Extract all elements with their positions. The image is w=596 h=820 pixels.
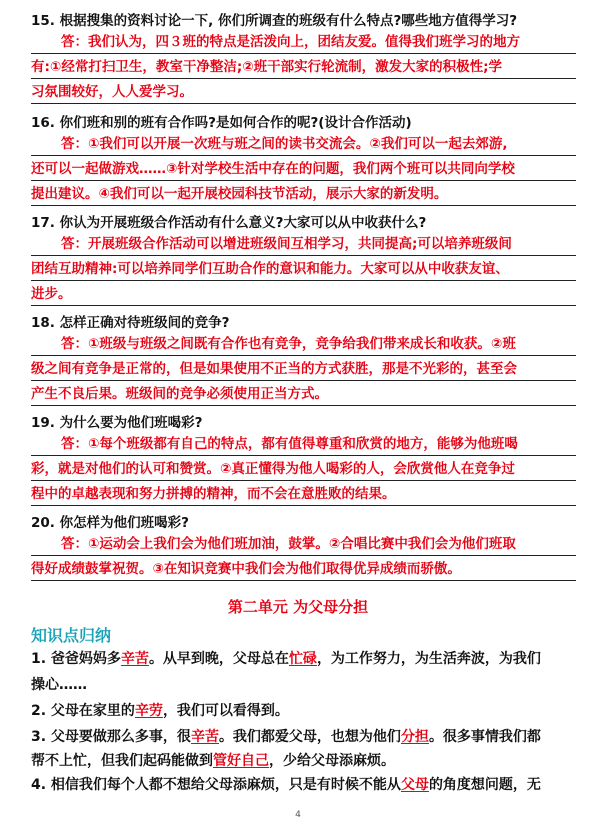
answer-19-line-1: 答：①每个班级都有自己的特点，都有值得尊重和欣赏的地方，能够为他班喝 (31, 436, 576, 456)
fill-blank: 分担 (400, 729, 429, 745)
question-17: 17. 你认为开展班级合作活动有什么意义?大家可以从中收获什么? (31, 215, 427, 231)
answer-19-line-3: 程中的卓越表现和努力拼搏的精神，而不会在意胜败的结果。 (31, 486, 576, 506)
answer-18-line-1: 答：①班级与班级之间既有合作也有竞争，竞争给我们带来成长和收获。②班 (31, 336, 576, 356)
page-number: 4 (295, 810, 301, 820)
answer-15-line-3: 习氛围较好，人人爱学习。 (31, 84, 576, 104)
question-19: 19. 为什么要为他们班喝彩? (31, 415, 203, 431)
answer-15-line-1: 答：我们认为，四３班的特点是活泼向上，团结友爱。值得我们班学习的地方 (31, 34, 576, 54)
answer-18-line-2: 级之间有竞争是正常的，但是如果使用不正当的方式获胜，那是不光彩的，甚至会 (31, 361, 576, 381)
knowledge-point-1: 1. 爸爸妈妈多辛苦。从早到晚，父母总在忙碌，为工作努力，为生活奔波，为我们 (31, 651, 541, 667)
answer-16-line-2: 还可以一起做游戏……③针对学校生活中存在的问题，我们两个班可以共同向学校 (31, 161, 576, 181)
question-15: 15. 根据搜集的资料讨论一下, 你们所调查的班级有什么特点?哪些地方值得学习? (31, 13, 518, 29)
answer-16-line-1: 答：①我们可以开展一次班与班之间的读书交流会。②我们可以一起去郊游, (31, 136, 576, 156)
unit-title: 第二单元 为父母分担 (227, 598, 369, 616)
knowledge-point-3-cont: 帮不上忙，但我们起码能做到管好自己，少给父母添麻烦。 (31, 753, 395, 769)
question-18: 18. 怎样正确对待班级间的竞争? (31, 315, 230, 331)
answer-15-line-2: 有:①经常打扫卫生，教室干净整洁;②班干部实行轮流制，激发大家的积极性;学 (31, 59, 576, 79)
fill-blank: 辛苦 (120, 651, 149, 667)
answer-20-line-2: 得好成绩鼓掌祝贺。③在知识竞赛中我们会为他们取得优异成绩而骄傲。 (31, 561, 576, 581)
answer-19-line-2: 彩，就是对他们的认可和赞赏。②真正懂得为他人喝彩的人，会欣赏他人在竞争过 (31, 461, 576, 481)
answer-17-line-2: 团结互助精神:可以培养同学们互助合作的意识和能力。大家可以从中收获友谊、 (31, 261, 576, 281)
answer-17-line-1: 答：开展班级合作活动可以增进班级间互相学习，共同提高;可以培养班级间 (31, 236, 576, 256)
fill-blank: 管好自己 (213, 753, 269, 769)
knowledge-point-3: 3. 父母要做那么多事，很辛苦。我们都爱父母，也想为他们分担。很多事情我们都 (31, 729, 541, 745)
fill-blank: 辛苦 (190, 729, 219, 745)
question-16: 16. 你们班和别的班有合作吗?是如何合作的呢?(设计合作活动) (31, 115, 412, 131)
question-20: 20. 你怎样为他们班喝彩? (31, 515, 189, 531)
knowledge-point-4: 4. 相信我们每个人都不想给父母添麻烦，只是有时候不能从父母的角度想问题，无 (31, 777, 541, 793)
fill-blank: 忙碌 (288, 651, 317, 667)
answer-17-line-3: 进步。 (31, 286, 576, 306)
fill-blank: 辛劳 (134, 703, 163, 719)
fill-blank: 父母 (400, 777, 429, 793)
knowledge-point-2: 2. 父母在家里的辛劳，我们可以看得到。 (31, 703, 289, 719)
answer-20-line-1: 答：①运动会上我们会为他们班加油，鼓掌。②合唱比赛中我们会为他们班取 (31, 536, 576, 556)
answer-18-line-3: 产生不良后果。班级间的竞争必须使用正当方式。 (31, 386, 576, 406)
section-title: 知识点归纳 (31, 626, 112, 645)
answer-16-line-3: 提出建议。④我们可以一起开展校园科技节活动，展示大家的新发明。 (31, 186, 576, 206)
knowledge-point-1-cont: 操心…… (31, 677, 87, 693)
